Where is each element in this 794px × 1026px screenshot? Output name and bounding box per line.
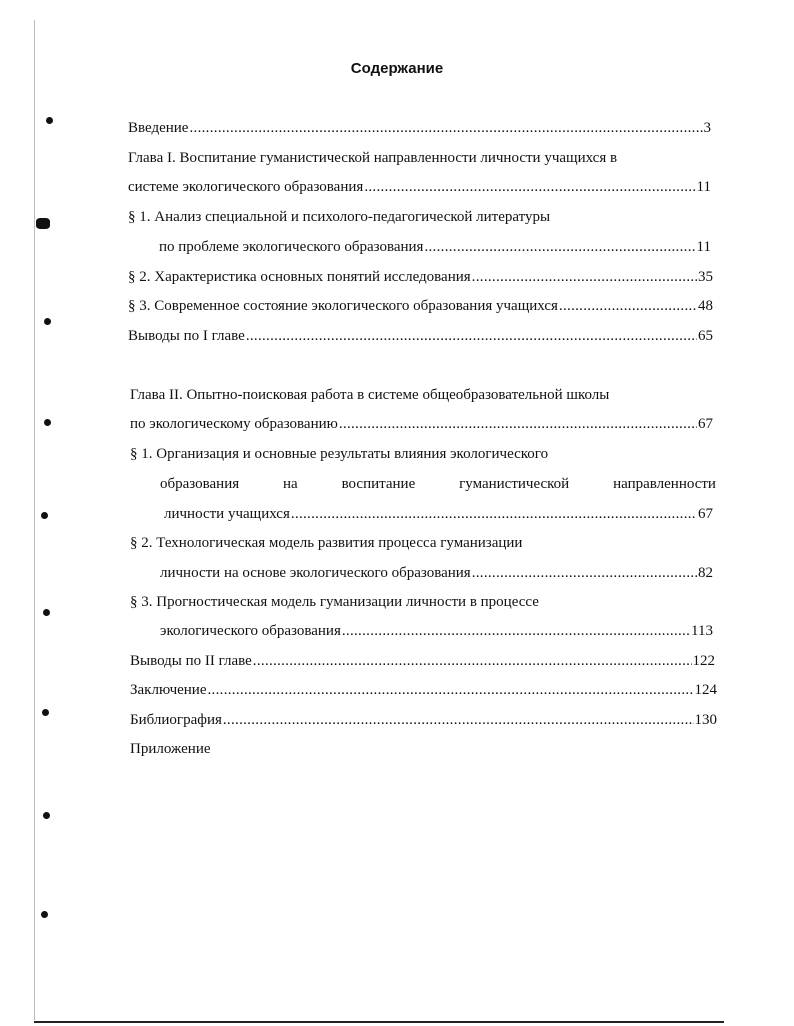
toc-entry-text: § 1. Организация и основные результаты влияния экологического [130,446,549,462]
toc-entry-page: 130 [694,712,717,728]
leader-dots [189,119,702,137]
toc-entry-text: по проблеме экологического образования [159,239,424,255]
binding-hole-mark [36,218,50,229]
toc-entry-text: Выводы по I главе [128,328,245,344]
toc-entry [130,415,713,433]
left-margin-line [34,20,35,1020]
leader-dots [559,297,697,315]
toc-entry-page: 3 [703,120,711,136]
leader-dots [253,652,692,670]
toc-entry-page: 122 [692,653,715,669]
leader-dots [291,505,697,523]
toc-word: воспитание [341,476,416,492]
toc-entry-text: Глава II. Опытно-поисковая работа в системе общеобразовательной школы [130,387,610,403]
toc-entry [128,119,711,137]
toc-entry [164,505,713,523]
toc-entry-text: § 3. Прогностическая модель гуманизации личности в процессе [130,594,539,610]
toc-entry-text: § 3. Современное состояние экологического образования учащихся [128,298,558,314]
toc-entry-page: 82 [698,565,713,581]
leader-dots [246,327,697,345]
toc-entry-text: экологического образования [160,623,341,639]
toc-entry-justified [160,475,716,493]
binding-hole-mark [42,709,49,716]
binding-hole-mark [43,609,50,616]
toc-entry [130,711,717,729]
leader-dots [342,622,690,640]
binding-hole-mark [41,911,48,918]
binding-hole-mark [44,318,51,325]
toc-entry-text: личности учащихся [164,506,290,522]
toc-entry-text: § 2. Технологическая модель развития процесса гуманизации [130,535,523,551]
toc-entry-page: 67 [698,506,713,522]
toc-entry-text: Заключение [130,682,207,698]
toc-entry [128,297,713,315]
toc-entry [130,681,717,699]
toc-entry [130,652,715,670]
toc-word: гуманистической [459,476,570,492]
toc-entry-text: личности на основе экологического образования [160,565,471,581]
toc-entry-text: системе экологического образования [128,179,364,195]
binding-hole-mark [46,117,53,124]
toc-entry-text: Глава I. Воспитание гуманистической направленности личности учащихся в [128,150,618,166]
toc-entry [128,178,711,196]
toc-entry-page: 113 [691,623,713,639]
toc-entry-page: 67 [698,416,713,432]
toc-entry-text: по экологическому образованию [130,416,338,432]
toc-entry-page: 65 [698,328,713,344]
toc-word: на [283,476,298,492]
page-title: Содержание [350,60,444,77]
toc-entry [159,238,711,256]
toc-word: направленности [613,476,716,492]
leader-dots [364,178,695,196]
toc-entry [128,327,713,345]
toc-entry [160,564,713,582]
leader-dots [223,711,694,729]
toc-entry-text: Введение [128,120,189,136]
binding-hole-mark [41,512,48,519]
leader-dots [424,238,695,256]
leader-dots [339,415,697,433]
toc-entry-text: § 1. Анализ специальной и психолого-педагогической литературы [128,209,551,225]
toc-entry [128,268,713,286]
binding-hole-mark [43,812,50,819]
toc-entry-text: Приложение [130,741,211,757]
toc-entry [160,622,713,640]
page-bottom-edge [34,1021,724,1023]
leader-dots [472,268,697,286]
toc-entry-text: Библиография [130,712,222,728]
toc-entry-text: Выводы по II главе [130,653,252,669]
leader-dots [208,681,694,699]
leader-dots [472,564,697,582]
toc-entry-page: 124 [694,682,717,698]
toc-word: образования [160,476,240,492]
toc-entry-page: 35 [698,269,713,285]
toc-entry-page: 11 [696,179,711,195]
toc-entry-page: 11 [696,239,711,255]
binding-hole-mark [44,419,51,426]
toc-entry-page: 48 [698,298,713,314]
toc-entry-text: § 2. Характеристика основных понятий исследования [128,269,471,285]
